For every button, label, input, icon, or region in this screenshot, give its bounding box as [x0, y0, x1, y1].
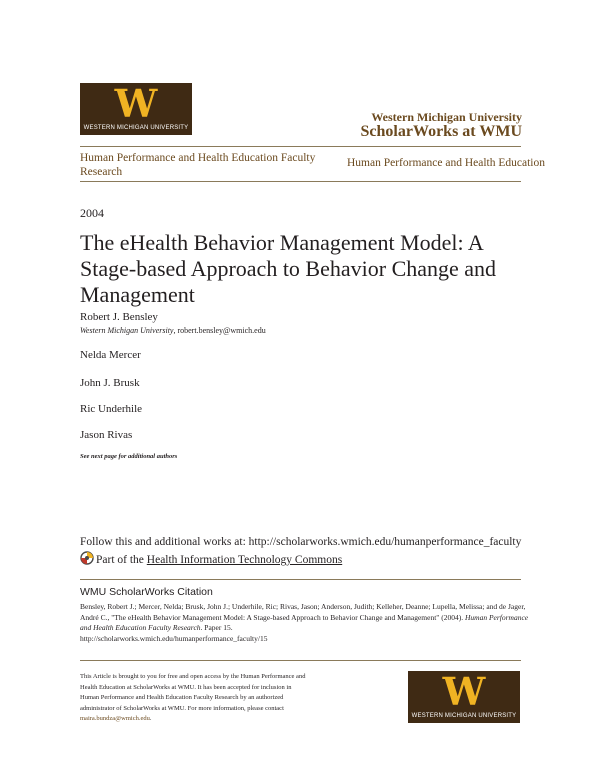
see-next-page-note: See next page for additional authors	[80, 453, 178, 460]
footer-access-note	[80, 672, 310, 725]
header-rule	[80, 146, 521, 147]
wmu-logo-footer	[408, 671, 520, 723]
follow-text: Follow this and additional works at:	[80, 536, 249, 548]
citation-heading: WMU ScholarWorks Citation	[80, 586, 213, 598]
wmu-logo-name: WESTERN MICHIGAN UNIVERSITY	[83, 125, 189, 131]
citation-url[interactable]: http://scholarworks.wmich.edu/humanperformance_faculty/15	[80, 633, 268, 643]
publication-year: 2004	[80, 206, 104, 220]
collection-rule	[80, 181, 521, 182]
author-1: Robert J. Bensley	[80, 311, 158, 323]
author-1-affiliation	[80, 326, 266, 335]
wmu-logo-name-footer: WESTERN MICHIGAN UNIVERSITY	[411, 713, 517, 719]
article-title: The eHealth Behavior Management Model: A Stage-based Approach to Behavior Change and Management	[80, 230, 497, 307]
contact-email-link[interactable]: maira.bundza@wmich.edu	[80, 715, 150, 722]
affiliation-name: Western Michigan University	[80, 326, 174, 335]
brand-university: Western Michigan University	[371, 110, 522, 124]
wmu-logo	[80, 83, 192, 135]
citation-journal: Human Performance and Health Education Faculty Research	[80, 612, 529, 632]
citation-body	[80, 602, 530, 644]
wmu-w-mark: W	[114, 81, 158, 126]
footer-rule	[80, 660, 521, 661]
footer-note-end: .	[149, 715, 152, 722]
follow-line	[80, 536, 521, 548]
author-3: John J. Brusk	[80, 377, 140, 389]
footer-note-text: This Article is brought to you for free and open access by the Human Performance and Health Education at ScholarWorks at WMU. It has been accepted for inclusion in Human Performance and Health Education Faculty Research by an authorized administrator of ScholarWorks at WMU. For more information, please contact	[80, 673, 306, 712]
part-of-line	[96, 554, 342, 566]
follow-url-link[interactable]: http://scholarworks.wmich.edu/humanperformance_faculty	[248, 536, 522, 548]
part-of-prefix: Part of the	[96, 554, 147, 566]
commons-link[interactable]: Health Information Technology Commons	[146, 554, 343, 566]
wmu-w-mark-footer: W	[442, 669, 486, 714]
citation-text: Bensley, Robert J.; Mercer, Nelda; Brusk, John J.; Underhile, Ric; Rivas, Jason; Anderson, Judith; Kelleher, Deanne; Lupella, Melissa; and de Jager, André C., "The eHealth Behavior Management Model: A Stage-based Approach to Behavior Change and Management" (2004).	[80, 602, 526, 622]
citation-paper: . Paper 15.	[200, 623, 233, 632]
author-4: Ric Underhile	[80, 403, 143, 415]
brand-scholarworks[interactable]: ScholarWorks at WMU	[360, 123, 522, 140]
citation-rule	[80, 579, 521, 580]
collection-link-faculty-research[interactable]: Human Performance and Health Education Faculty Research	[80, 152, 316, 178]
author-2: Nelda Mercer	[80, 349, 141, 361]
collection-link-department[interactable]: Human Performance and Health Education	[347, 157, 545, 169]
author-email[interactable]: , robert.bensley@wmich.edu	[173, 326, 266, 335]
author-5: Jason Rivas	[80, 429, 133, 441]
commons-network-icon	[80, 551, 94, 565]
